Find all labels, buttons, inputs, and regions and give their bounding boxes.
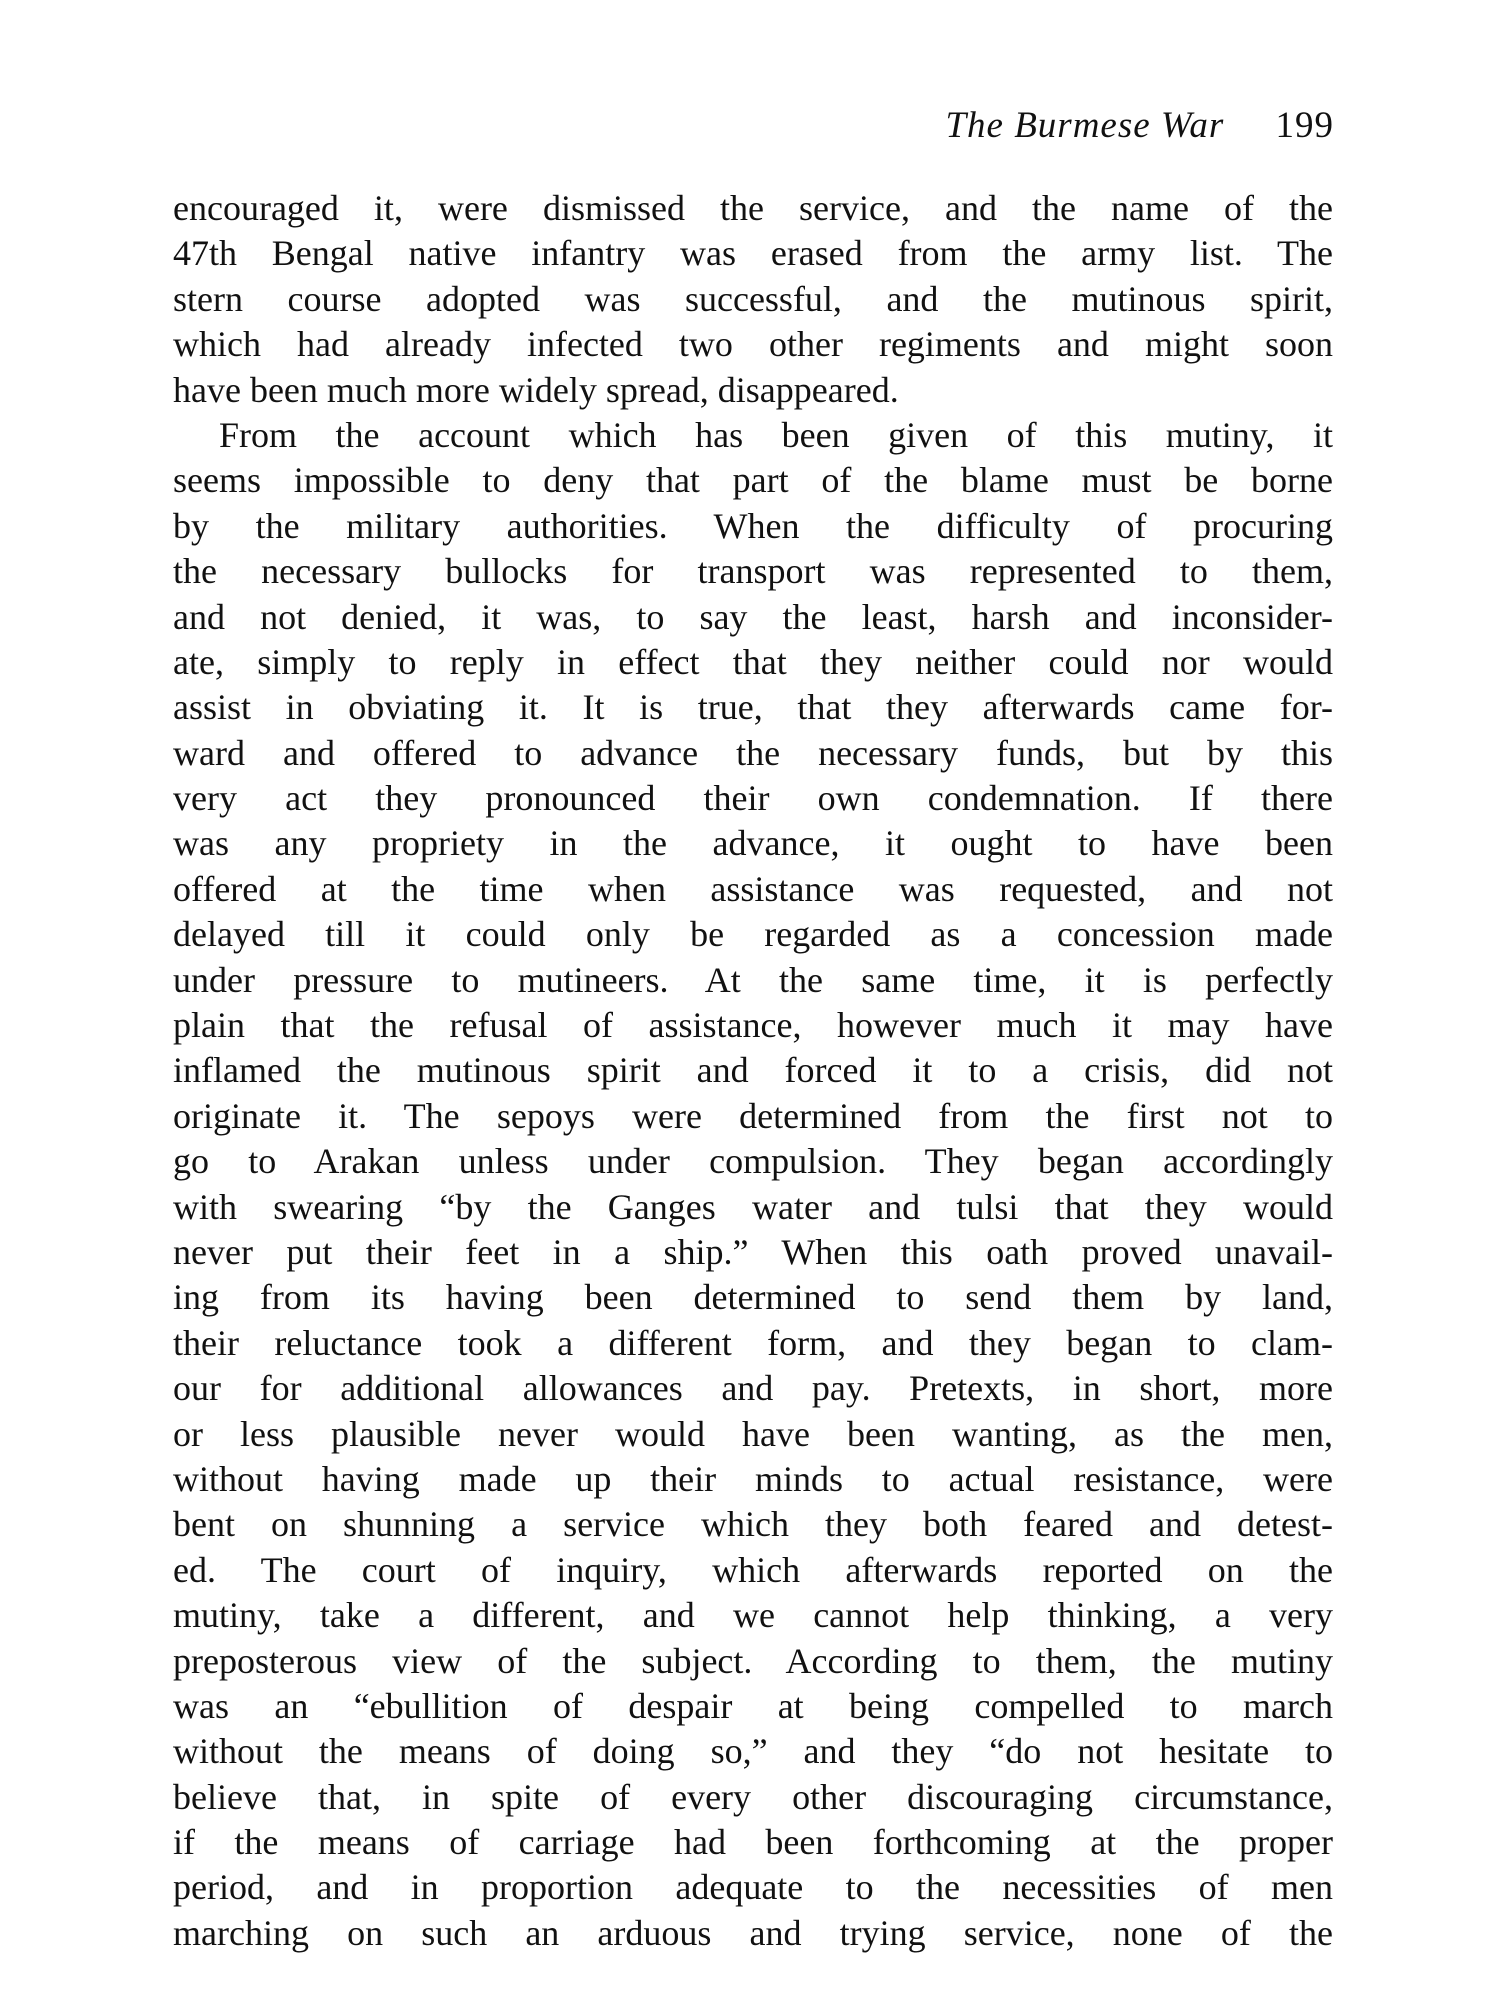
paragraph xyxy=(173,413,1333,1956)
text-line: encouraged it, were dismissed the service, and the name of the xyxy=(173,188,1333,228)
text-line: inflamed the mutinous spirit and forced it to a crisis, did not xyxy=(173,1050,1333,1091)
text-line: very act they pronounced their own condemnation. If there xyxy=(173,778,1333,819)
text-line: 47th Bengal native infantry was erased from the army list. The xyxy=(173,233,1333,274)
text-line: marching on such an arduous and trying service, none of the xyxy=(173,1912,1333,1953)
body-text xyxy=(173,186,1333,1956)
text-line: From the account which has been given of this mutiny, it xyxy=(219,414,1333,455)
text-line: by the military authorities. When the difficulty of procuring xyxy=(173,505,1333,546)
text-line: go to Arakan unless under compulsion. They began accordingly xyxy=(173,1141,1333,1182)
text-line: without the means of doing so,” and they “do not hesitate to xyxy=(173,1731,1333,1772)
text-line: bent on shunning a service which they both feared and detest- xyxy=(173,1504,1333,1545)
text-line: their reluctance took a different form, and they began to clam- xyxy=(173,1322,1333,1363)
text-line: the necessary bullocks for transport was represented to them, xyxy=(173,551,1333,592)
running-head xyxy=(945,104,1334,148)
page-number: 199 xyxy=(1275,105,1334,146)
text-line: was an “ebullition of despair at being compelled to march xyxy=(173,1685,1333,1726)
text-line: originate it. The sepoys were determined from the first not to xyxy=(173,1095,1333,1136)
text-line: which had already infected two other regiments and might soon xyxy=(173,324,1333,365)
text-line: and not denied, it was, to say the least, harsh and inconsider- xyxy=(173,596,1333,637)
text-line: ate, simply to reply in effect that they neither could nor would xyxy=(173,641,1333,682)
text-line: believe that, in spite of every other discouraging circumstance, xyxy=(173,1776,1333,1817)
text-line: seems impossible to deny that part of the blame must be borne xyxy=(173,460,1333,501)
text-line: ed. The court of inquiry, which afterwards reported on the xyxy=(173,1549,1333,1590)
paragraph xyxy=(173,186,1333,413)
text-line: under pressure to mutineers. At the same time, it is perfectly xyxy=(173,959,1333,1000)
text-line: never put their feet in a ship.” When this oath proved unavail- xyxy=(173,1231,1333,1272)
text-line: ing from its having been determined to send them by land, xyxy=(173,1277,1333,1318)
text-line: our for additional allowances and pay. Pretexts, in short, more xyxy=(173,1368,1333,1409)
text-line: or less plausible never would have been wanting, as the men, xyxy=(173,1413,1333,1454)
text-line: with swearing “by the Ganges water and tulsi that they would xyxy=(173,1186,1333,1227)
text-line: have been much more widely spread, disappeared. xyxy=(173,369,899,410)
text-line: plain that the refusal of assistance, however much it may have xyxy=(173,1005,1333,1046)
text-line: preposterous view of the subject. According to them, the mutiny xyxy=(173,1640,1333,1681)
text-line: offered at the time when assistance was requested, and not xyxy=(173,868,1333,909)
text-line: mutiny, take a different, and we cannot help thinking, a very xyxy=(173,1595,1333,1636)
text-line: was any propriety in the advance, it ought to have been xyxy=(173,823,1333,864)
text-line: without having made up their minds to actual resistance, were xyxy=(173,1458,1333,1499)
text-line: delayed till it could only be regarded as a concession made xyxy=(173,914,1333,955)
running-title: The Burmese War xyxy=(945,105,1225,146)
text-line: stern course adopted was successful, and the mutinous spirit, xyxy=(173,278,1333,319)
text-line: assist in obviating it. It is true, that they afterwards came for- xyxy=(173,687,1333,728)
text-line: period, and in proportion adequate to the necessities of men xyxy=(173,1867,1333,1908)
text-line: ward and offered to advance the necessary funds, but by this xyxy=(173,732,1333,773)
text-line: if the means of carriage had been forthcoming at the proper xyxy=(173,1822,1333,1863)
